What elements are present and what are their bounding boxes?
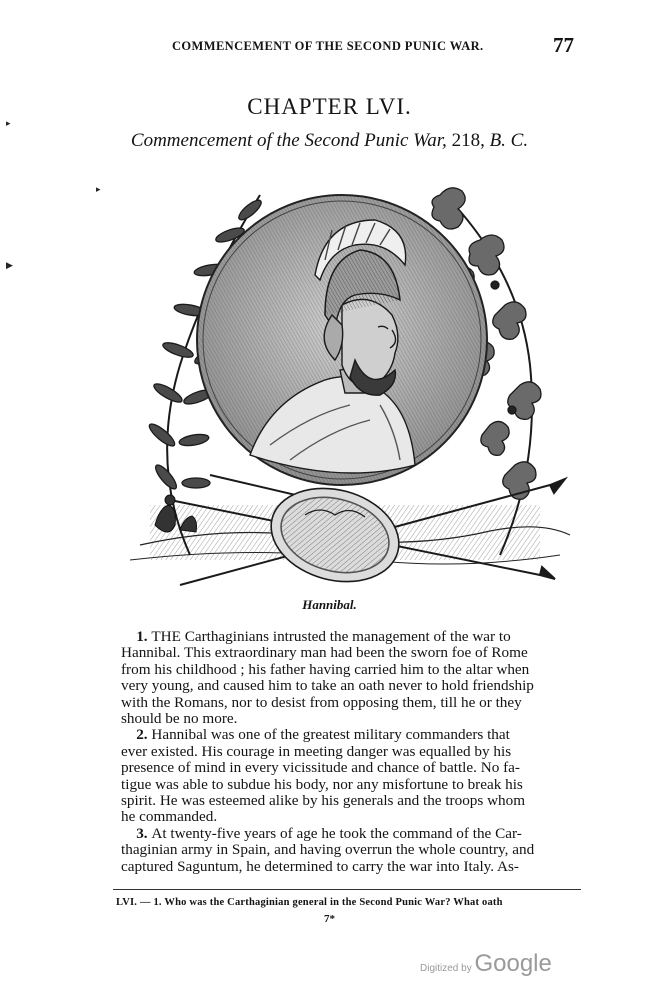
watermark-prefix: Digitized by: [420, 963, 475, 974]
paragraph-number: 3.: [136, 824, 152, 842]
page-header: [172, 33, 574, 55]
chapter-subtitle: [0, 130, 659, 152]
text-line: thaginian army in Spain, and having overrun the whole country, and: [121, 841, 535, 859]
subtitle-date: 218,: [446, 130, 490, 151]
text-line: from his childhood ; his father having carried him to the altar when: [121, 660, 530, 678]
running-head: COMMENCEMENT OF THE SECOND PUNIC WAR.: [172, 39, 484, 53]
google-logo: Google: [474, 950, 552, 977]
paragraph-1: [121, 629, 577, 727]
text-line: should be no more.: [121, 710, 238, 728]
text-line: THE Carthaginians intrusted the management of the war to: [151, 628, 511, 645]
page-number: 77: [553, 33, 574, 57]
text-line: with the Romans, nor to desist from opposing them, till he or they: [121, 693, 522, 711]
text-line: spirit. He was esteemed alike by his generals and the troops whom: [121, 792, 526, 810]
subtitle-text: Commencement of the Second Punic War,: [130, 130, 447, 151]
margin-mark: ▸: [96, 184, 101, 194]
margin-mark: ▸: [6, 118, 11, 128]
illustration-caption: Hannibal.: [302, 597, 357, 612]
chapter-title: CHAPTER LVI.: [247, 94, 412, 119]
text-line: he commanded.: [121, 808, 218, 826]
body-text: [121, 629, 577, 875]
hannibal-portrait-engraving: [110, 165, 575, 595]
margin-mark: ▶: [6, 260, 13, 270]
text-line: tigue was able to subdue his body, nor any misfortune to break his: [121, 775, 523, 793]
paragraph-number: 1.: [136, 628, 152, 645]
text-line: captured Saguntum, he determined to carry the war into Italy. As-: [121, 857, 519, 875]
digitized-watermark: [420, 950, 552, 978]
text-line: very young, and caused him to take an oath never to hold friendship: [121, 677, 534, 695]
paragraph-number: 2.: [136, 726, 152, 744]
text-line: presence of mind in every vicissitude and chance of battle. No fa-: [121, 759, 520, 777]
footnote-rule: [113, 889, 581, 890]
paragraph-2: [121, 727, 577, 825]
text-line: Hannibal. This extraordinary man had been the sworn foe of Rome: [121, 644, 528, 662]
paragraph-3: [121, 826, 577, 875]
subtitle-era: B. C.: [489, 130, 529, 151]
footnote: LVI. — 1. Who was the Carthaginian general in the Second Punic War? What oath: [116, 897, 503, 908]
signature-mark: 7*: [324, 913, 335, 925]
text-line: At twenty-five years of age he took the command of the Car-: [151, 824, 522, 842]
text-line: ever existed. His courage in meeting danger was equalled by his: [121, 742, 512, 760]
text-line: Hannibal was one of the greatest military commanders that: [151, 726, 510, 744]
